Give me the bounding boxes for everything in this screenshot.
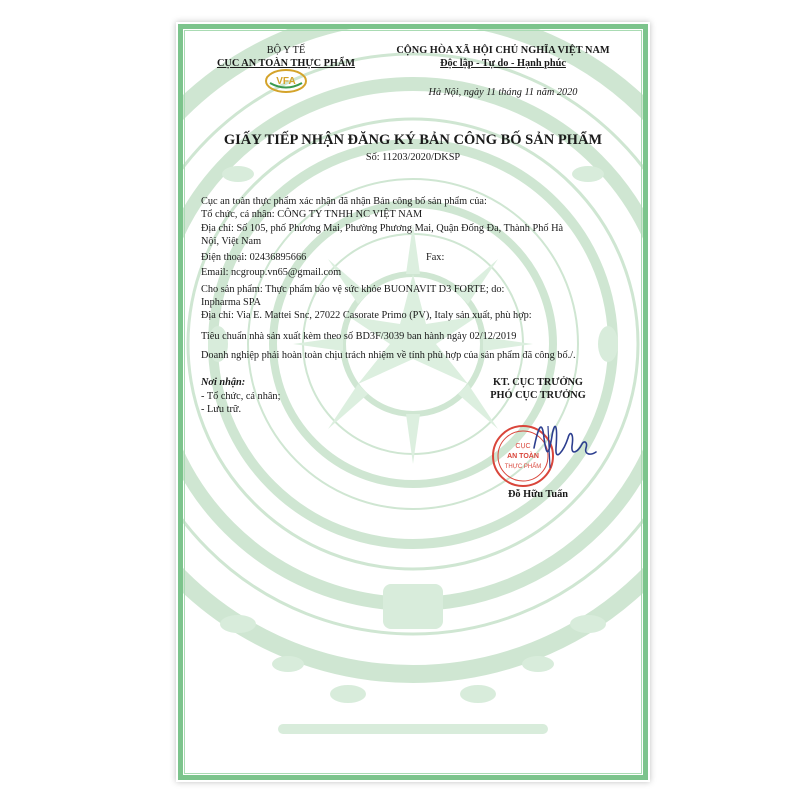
standard-line: Tiêu chuẩn nhà sản xuất kèm theo số BD3F/3039 ban hành ngày 02/12/2019: [201, 331, 517, 342]
intro-line: Cục an toàn thực phẩm xác nhận đã nhận Bản công bố sản phẩm của:: [201, 196, 487, 207]
stamp-text: CỤC: [515, 443, 531, 450]
issue-date: Hà Nội, ngày 11 tháng 11 năm 2020: [428, 87, 578, 98]
recipients-label: Nơi nhận:: [201, 377, 246, 388]
stamp-text: AN TOÀN: [507, 453, 539, 460]
fax-line: Fax:: [426, 252, 445, 263]
signatory-title-2: PHÓ CỤC TRƯỞNG: [490, 390, 586, 401]
document-title: GIẤY TIẾP NHẬN ĐĂNG KÝ BẢN CÔNG BỐ SẢN PHẨM: [223, 132, 603, 148]
organization-line: Tổ chức, cá nhân: CÔNG TY TNHH NC VIỆT NAM: [201, 209, 423, 220]
product-line: Cho sản phẩm: Thực phẩm bảo vệ sức khỏe BUONAVIT D3 FORTE; do:: [201, 284, 505, 295]
national-motto: Độc lập - Tự do - Hạnh phúc: [440, 58, 566, 69]
address-line-2: Nội, Việt Nam: [201, 236, 262, 247]
recipient-item: - Tổ chức, cá nhân;: [201, 391, 281, 402]
certificate-document: [178, 24, 648, 780]
ministry-name: BỘ Y TẾ: [266, 45, 306, 56]
country-name: CỘNG HÒA XÃ HỘI CHỦ NGHĨA VIỆT NAM: [396, 45, 610, 56]
phone-line: Điện thoại: 02436895666: [201, 252, 307, 263]
address-line-1: Địa chỉ: Số 105, phố Phương Mai, Phường Phương Mai, Quận Đống Đa, Thành Phố Hà: [201, 223, 564, 234]
department-name: CỤC AN TOÀN THỰC PHẨM: [216, 58, 356, 69]
document-number: Số: 11203/2020/DKSP: [365, 152, 461, 163]
logo-text: VFA: [276, 76, 296, 87]
vfa-logo: [264, 68, 308, 94]
signatory-name: Đỗ Hữu Tuấn: [508, 489, 568, 500]
manufacturer-line: Inpharma SPA: [201, 297, 261, 308]
manufacturer-address-line: Địa chỉ: Via E. Mattei Snc, 27022 Casorate Primo (PV), Italy sản xuất, phù hợp:: [201, 310, 532, 321]
responsibility-line: Doanh nghiệp phải hoàn toàn chịu trách nhiệm về tính phù hợp của sản phẩm đã công bố./.: [201, 350, 576, 361]
stamp-text: THỰC PHẨM: [504, 464, 542, 470]
signatory-title-1: KT. CỤC TRƯỞNG: [493, 377, 583, 388]
handwritten-signature: [526, 408, 606, 478]
recipient-item: - Lưu trữ.: [201, 404, 242, 415]
email-line: Email: ncgroup.vn65@gmail.com: [201, 267, 342, 278]
